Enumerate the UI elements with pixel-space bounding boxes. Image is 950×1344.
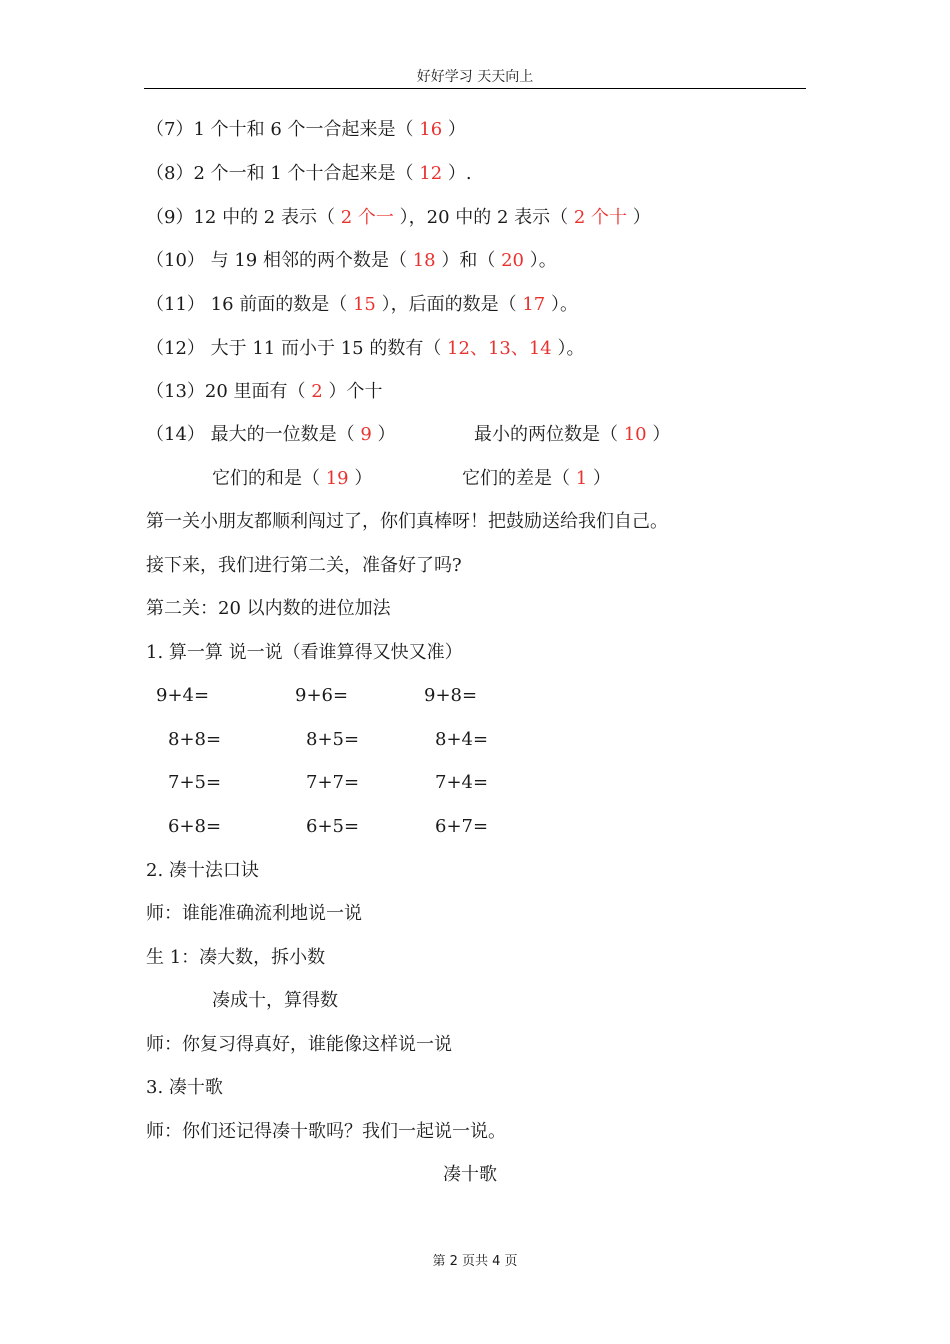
paragraph-praise: 第一关小朋友都顺利闯过了，你们真棒呀！把鼓励送给我们自己。	[146, 511, 668, 532]
sum-cell: 8+4=	[435, 729, 489, 750]
sum-cell: 7+4=	[435, 772, 489, 793]
answer: 16	[419, 119, 443, 140]
answer: 18	[412, 250, 436, 271]
answer: 1	[575, 468, 588, 489]
header-divider	[144, 88, 806, 89]
answer: 12	[419, 163, 443, 184]
answer: 19	[325, 468, 349, 489]
answer: 17	[522, 294, 546, 315]
page-number: 第 2 页共 4 页	[432, 1254, 518, 1269]
sum-cell: 7+7=	[306, 772, 360, 793]
student-line-1: 生 1：凑大数，拆小数	[146, 947, 326, 968]
exercise-3-title: 3. 凑十歌	[146, 1077, 223, 1098]
answer: 12、13、14	[447, 338, 552, 359]
sum-cell: 8+5=	[306, 729, 360, 750]
answer: 2 个十	[573, 207, 628, 228]
sum-cell: 9+6=	[295, 685, 349, 706]
answer: 9	[360, 424, 372, 445]
teacher-line-3: 师：你们还记得凑十歌吗？我们一起说一说。	[146, 1121, 506, 1142]
exercise-1-title: 1. 算一算 说一说（看谁算得又快又准）	[146, 642, 463, 663]
exercise-2-title: 2. 凑十法口诀	[146, 860, 259, 881]
question-8: （8）2 个一和 1 个十合起来是（ 12 ）.	[146, 163, 472, 184]
answer: 15	[352, 294, 376, 315]
answer: 2 个一	[340, 207, 394, 228]
teacher-line-2: 师：你复习得真好，谁能像这样说一说	[146, 1034, 452, 1055]
question-10: （10） 与 19 相邻的两个数是（ 18 ）和（ 20 ）。	[146, 250, 557, 271]
sum-cell: 9+8=	[424, 685, 478, 706]
student-line-2: 凑成十，算得数	[212, 990, 338, 1011]
question-11: （11） 16 前面的数是（ 15 ），后面的数是（ 17 ）。	[146, 294, 578, 315]
sum-cell: 8+8=	[168, 729, 222, 750]
question-14: （14） 最大的一位数是（ 9 ）	[146, 424, 396, 445]
answer: 20	[501, 250, 524, 271]
sum-cell: 6+5=	[306, 816, 360, 837]
sum-cell: 6+7=	[435, 816, 489, 837]
question-7: （7）1 个十和 6 个一合起来是（ 16 ）	[146, 119, 466, 140]
section-title-level-2: 第二关：20 以内数的进位加法	[146, 598, 391, 619]
song-title: 凑十歌	[443, 1164, 497, 1185]
sum-cell: 7+5=	[168, 772, 222, 793]
answer: 2	[311, 381, 323, 402]
paragraph-next: 接下来，我们进行第二关，准备好了吗?	[146, 555, 462, 576]
question-9: （9）12 中的 2 表示（ 2 个一 ），20 中的 2 表示（ 2 个十 ）	[146, 207, 651, 228]
question-13: （13）20 里面有（ 2 ）个十	[146, 381, 383, 402]
sum-cell: 6+8=	[168, 816, 222, 837]
question-14-difference: 它们的差是（ 1 ）	[462, 468, 611, 489]
question-14-sum: 它们的和是（ 19 ）	[212, 468, 373, 489]
teacher-line-1: 师：谁能准确流利地说一说	[146, 903, 362, 924]
question-12: （12） 大于 11 而小于 15 的数有（ 12、13、14 ）。	[146, 338, 585, 359]
sum-cell: 9+4=	[156, 685, 210, 706]
answer: 10	[623, 424, 647, 445]
question-14-part-2: 最小的两位数是（ 10 ）	[474, 424, 671, 445]
page-header: 好好学习 天天向上	[416, 69, 534, 85]
